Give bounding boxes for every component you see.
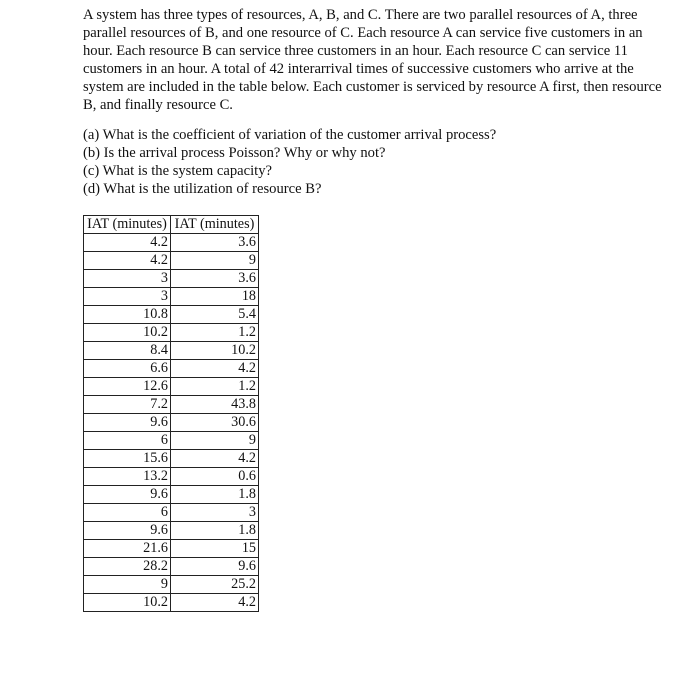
table-cell: 4.2	[84, 252, 171, 270]
table-cell: 6	[84, 504, 171, 522]
table-cell: 9	[84, 576, 171, 594]
question-a: (a) What is the coefficient of variation of the customer arrival process?	[83, 127, 497, 143]
table-cell: 6.6	[84, 360, 171, 378]
table-row	[84, 360, 259, 378]
table-cell: 9.6	[84, 486, 171, 504]
table-row	[84, 378, 259, 396]
table-cell: 15	[171, 540, 259, 558]
table-row	[84, 504, 259, 522]
question-list	[83, 126, 643, 198]
table-cell: 10.2	[84, 324, 171, 342]
table-cell: 3	[171, 504, 259, 522]
table-row	[84, 522, 259, 540]
table-cell: 10.2	[171, 342, 259, 360]
table-cell: 15.6	[84, 450, 171, 468]
table-row	[84, 252, 259, 270]
table-header-row	[84, 216, 259, 234]
column-header: IAT (minutes)	[171, 216, 259, 234]
table-cell: 3	[84, 270, 171, 288]
column-header: IAT (minutes)	[84, 216, 171, 234]
table-cell: 3.6	[171, 234, 259, 252]
table-cell: 18	[171, 288, 259, 306]
table-body	[84, 234, 259, 612]
table-row	[84, 396, 259, 414]
table-cell: 13.2	[84, 468, 171, 486]
table-cell: 4.2	[171, 360, 259, 378]
table-cell: 10.2	[84, 594, 171, 612]
table-row	[84, 468, 259, 486]
table-row	[84, 576, 259, 594]
table-cell: 9.6	[84, 414, 171, 432]
iat-table	[83, 215, 259, 612]
table-row	[84, 342, 259, 360]
table-cell: 1.8	[171, 522, 259, 540]
table-cell: 9.6	[84, 522, 171, 540]
table-row	[84, 306, 259, 324]
table-row	[84, 450, 259, 468]
table-row	[84, 594, 259, 612]
table-row	[84, 324, 259, 342]
table-cell: 7.2	[84, 396, 171, 414]
table-cell: 8.4	[84, 342, 171, 360]
question-c: (c) What is the system capacity?	[83, 163, 272, 180]
table-cell: 4.2	[84, 234, 171, 252]
table-cell: 9.6	[171, 558, 259, 576]
table-cell: 21.6	[84, 540, 171, 558]
table-row	[84, 288, 259, 306]
table-row	[84, 234, 259, 252]
table-row	[84, 270, 259, 288]
table-cell: 1.8	[171, 486, 259, 504]
table-cell: 43.8	[171, 396, 259, 414]
table-row	[84, 558, 259, 576]
table-cell: 1.2	[171, 378, 259, 396]
table-cell: 6	[84, 432, 171, 450]
table-cell: 9	[171, 432, 259, 450]
table-cell: 1.2	[171, 324, 259, 342]
table-row	[84, 540, 259, 558]
table-cell: 3.6	[171, 270, 259, 288]
table-cell: 4.2	[171, 450, 259, 468]
table-cell: 25.2	[171, 576, 259, 594]
table-cell: 4.2	[171, 594, 259, 612]
table-cell: 28.2	[84, 558, 171, 576]
table-cell: 9	[171, 252, 259, 270]
table-cell: 5.4	[171, 306, 259, 324]
question-b: (b) Is the arrival process Poisson? Why or why not?	[83, 145, 386, 162]
table-row	[84, 486, 259, 504]
table-cell: 10.8	[84, 306, 171, 324]
question-d: (d) What is the utilization of resource B?	[83, 181, 322, 198]
table-cell: 30.6	[171, 414, 259, 432]
table-cell: 3	[84, 288, 171, 306]
table-cell: 12.6	[84, 378, 171, 396]
table-row	[84, 414, 259, 432]
problem-statement: A system has three types of resources, A, B, and C. There are two parallel resources of A, three parallel resources of B, and one resource of C. Each resource A can service five customers in an hour. Each resource B can service three customers in an hour. Each resource C can service 11 customers in an hour. A total of 42 interarrival times of successive customers who arrive at the system are included in the table below. Each customer is serviced by resource A first, then resource B, and finally resource C.	[83, 7, 662, 114]
table-cell: 0.6	[171, 468, 259, 486]
table-row	[84, 432, 259, 450]
